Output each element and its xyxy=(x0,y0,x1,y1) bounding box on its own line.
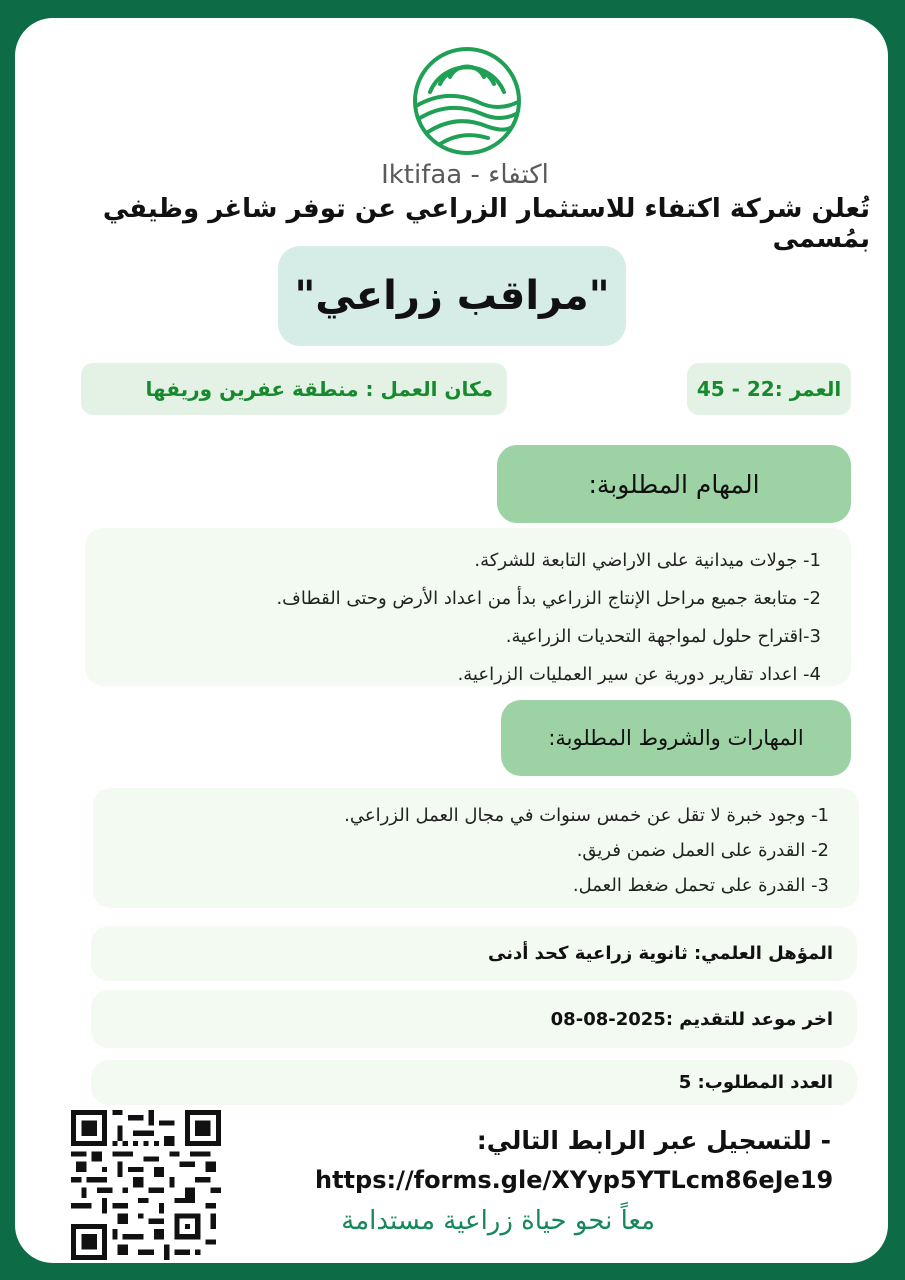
skills-heading: المهارات والشروط المطلوبة: xyxy=(501,700,851,776)
announcement-text: تُعلن شركة اكتفاء للاستثمار الزراعي عن توفر شاغر وظيفي بمُسمى xyxy=(102,194,870,254)
tasks-heading: المهام المطلوبة: xyxy=(497,445,851,523)
slogan-text: معاً نحو حياة زراعية مستدامة xyxy=(341,1206,655,1236)
registration-label: - للتسجيل عبر الرابط التالي: xyxy=(476,1126,831,1155)
qualification-row: المؤهل العلمي: ثانوية زراعية كحد أدنى xyxy=(91,926,857,981)
list-item: 2- القدرة على العمل ضمن فريق. xyxy=(576,840,829,861)
qr-code-icon[interactable] xyxy=(71,1110,221,1260)
field-rows-logo-icon xyxy=(402,44,532,159)
deadline-row: اخر موعد للتقديم :2025-08-08 xyxy=(91,990,857,1048)
age-range: العمر :22 - 45 xyxy=(687,363,851,415)
tasks-list xyxy=(85,528,851,686)
registration-link[interactable]: https://forms.gle/XYyp5YTLcm86eJe19 xyxy=(315,1166,834,1194)
job-title: "مراقب زراعي" xyxy=(278,246,626,346)
skills-list xyxy=(93,788,859,908)
list-item: 1- وجود خبرة لا تقل عن خمس سنوات في مجال العمل الزراعي. xyxy=(344,805,829,826)
logo-wordmark: Iktifaa - اكتفاء xyxy=(381,160,549,190)
list-item: 4- اعداد تقارير دورية عن سير العمليات الزراعية. xyxy=(457,664,821,685)
positions-row: العدد المطلوب: 5 xyxy=(91,1060,857,1105)
poster-card xyxy=(15,18,888,1263)
list-item: 3-اقتراح حلول لمواجهة التحديات الزراعية. xyxy=(505,626,821,647)
work-location: مكان العمل : منطقة عفرين وريفها xyxy=(81,363,507,415)
list-item: 2- متابعة جميع مراحل الإنتاج الزراعي بدأ من اعداد الأرض وحتى القطاف. xyxy=(276,588,821,609)
list-item: 3- القدرة على تحمل ضغط العمل. xyxy=(572,875,829,896)
list-item: 1- جولات ميدانية على الاراضي التابعة للشركة. xyxy=(474,550,821,571)
